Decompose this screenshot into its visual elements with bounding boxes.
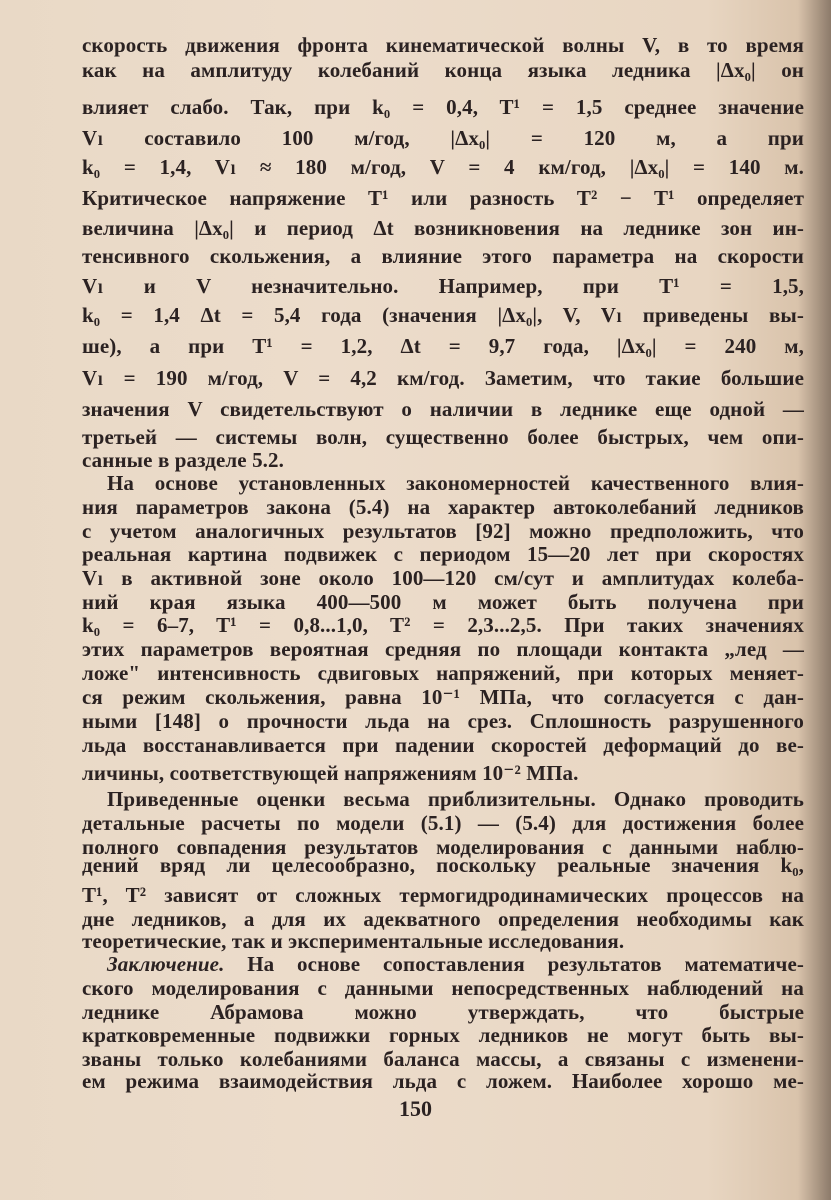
line-text: На основе установленных закономерностей качественного влия-: [107, 471, 804, 495]
text-line: [82, 519, 804, 543]
line-text: ными [148] о прочности льда на срез. Сплошность разрушенного: [82, 709, 804, 733]
text-line: [82, 976, 804, 1000]
text-line: [82, 366, 804, 390]
line-text: личины, соответствующей напряжениям 10⁻² МПа.: [82, 761, 579, 785]
text-line: [82, 155, 804, 179]
text-line: [82, 1047, 804, 1071]
text-line: [82, 685, 804, 709]
text-line: [82, 613, 804, 637]
text-line: [82, 853, 804, 877]
line-text: реальная картина подвижек с периодом 15—20 лет при скоростях: [82, 542, 804, 566]
line-text: ся режим скольжения, равна 10⁻¹ МПа, что согласуется с дан-: [82, 685, 804, 709]
line-text: Критическое напряжение T¹ или разность T² − T¹ определяет: [82, 186, 804, 210]
line-text: k₀ = 6–7, T¹ = 0,8...1,0, T² = 2,3...2,5. При таких значениях: [82, 613, 804, 637]
text-line: [82, 186, 804, 210]
text-line: [82, 637, 804, 661]
text-line: [82, 274, 804, 298]
text-line: [82, 216, 804, 240]
text-line: [82, 397, 804, 421]
line-text: как на амплитуду колебаний конца языка ледника |Δx₀| он: [82, 58, 804, 82]
line-text: дений вряд ли целесообразно, поскольку реальные значения k₀,: [82, 853, 804, 877]
text-line: [82, 590, 804, 614]
text-line: [82, 244, 804, 268]
text-line: [82, 566, 804, 590]
text-line: [82, 425, 804, 449]
line-text: детальные расчеты по модели (5.1) — (5.4) для достижения более: [82, 811, 804, 835]
line-text: этих параметров вероятная средняя по площади контакта „лед —: [82, 637, 804, 661]
line-text: леднике Абрамова можно утверждать, что быстрые: [82, 1000, 804, 1024]
line-text: T¹, T² зависят от сложных термогидродинамических процессов на: [82, 883, 804, 907]
text-line: [82, 58, 804, 82]
text-line: [82, 761, 804, 785]
text-line: [82, 1069, 804, 1093]
line-text: ше), а при T¹ = 1,2, Δt = 9,7 года, |Δx₀| = 240 м,: [82, 334, 804, 358]
line-text: Приведенные оценки весьма приблизительны. Однако проводить: [107, 787, 804, 811]
line-text: тенсивного скольжения, а влияние этого параметра на скорости: [82, 244, 804, 268]
line-text: полного совпадения результатов моделирования с данными наблю-: [82, 835, 804, 859]
text-line: [82, 33, 804, 57]
line-text: k₀ = 1,4 Δt = 5,4 года (значения |Δx₀|, V, Vₗ приведены вы-: [82, 303, 804, 327]
line-text: льда восстанавливается при падении скоростей деформаций до ве-: [82, 733, 804, 757]
line-text: Vₗ и V незначительно. Например, при T¹ = 1,5,: [82, 274, 804, 298]
text-line: [82, 495, 804, 519]
text-line: [82, 1023, 804, 1047]
text-line: [82, 907, 804, 931]
text-line: [82, 661, 804, 685]
line-text: дне ледников, а для их адекватного определения необходимы как: [82, 907, 804, 931]
text-line: [82, 126, 804, 150]
text-line: [82, 334, 804, 358]
text-line: [107, 952, 804, 976]
line-text: санные в разделе 5.2.: [82, 448, 284, 472]
page-number: 150: [399, 1096, 432, 1121]
line-text: значения V свидетельствуют о наличии в леднике еще одной —: [82, 397, 804, 421]
line-text: Vₗ составило 100 м/год, |Δx₀| = 120 м, а при: [82, 126, 804, 150]
line-text: ем режима взаимодействия льда с ложем. Наиболее хорошо ме-: [82, 1069, 804, 1093]
line-text: ложе" интенсивность сдвиговых напряжений, при которых меняет-: [82, 661, 804, 685]
line-text: величина |Δx₀| и период Δt возникновения на леднике зон ин-: [82, 216, 804, 240]
text-line: [82, 709, 804, 733]
text-line: [82, 883, 804, 907]
text-line: [82, 929, 804, 953]
line-text: ского моделирования с данными непосредственных наблюдений на: [82, 976, 804, 1000]
text-line: [107, 471, 804, 495]
text-line: [107, 787, 804, 811]
text-line: [82, 448, 804, 472]
line-text: кратковременные подвижки горных ледников не могут быть вы-: [82, 1023, 804, 1047]
text-line: [82, 1000, 804, 1024]
line-text: влияет слабо. Так, при k₀ = 0,4, T¹ = 1,5 среднее значение: [82, 95, 804, 119]
text-line: [82, 542, 804, 566]
line-text: скорость движения фронта кинематической волны V, в то время: [82, 33, 804, 57]
line-text: Vₗ в активной зоне около 100—120 см/сут и амплитудах колеба-: [82, 566, 804, 590]
line-text: k₀ = 1,4, Vₗ ≈ 180 м/год, V = 4 км/год, |Δx₀| = 140 м.: [82, 155, 804, 179]
text-line: [82, 95, 804, 119]
line-text: званы только колебаниями баланса массы, а связаны с изменени-: [82, 1047, 804, 1071]
line-text: третьей — системы волн, существенно более быстрых, чем опи-: [82, 425, 804, 449]
line-text: Vₗ = 190 м/год, V = 4,2 км/год. Заметим, что такие большие: [82, 366, 804, 390]
section-lead-italic: Заключение.: [107, 952, 225, 976]
line-text: с учетом аналогичных результатов [92] можно предположить, что: [82, 519, 804, 543]
line-text: ния параметров закона (5.4) на характер автоколебаний ледников: [82, 495, 804, 519]
text-line: [82, 733, 804, 757]
line-text: На основе сопоставления результатов математиче-: [224, 952, 804, 976]
line-text: теоретические, так и экспериментальные исследования.: [82, 929, 625, 953]
line-text: ний края языка 400—500 м может быть получена при: [82, 590, 804, 614]
text-line: [82, 811, 804, 835]
text-line: [82, 303, 804, 327]
